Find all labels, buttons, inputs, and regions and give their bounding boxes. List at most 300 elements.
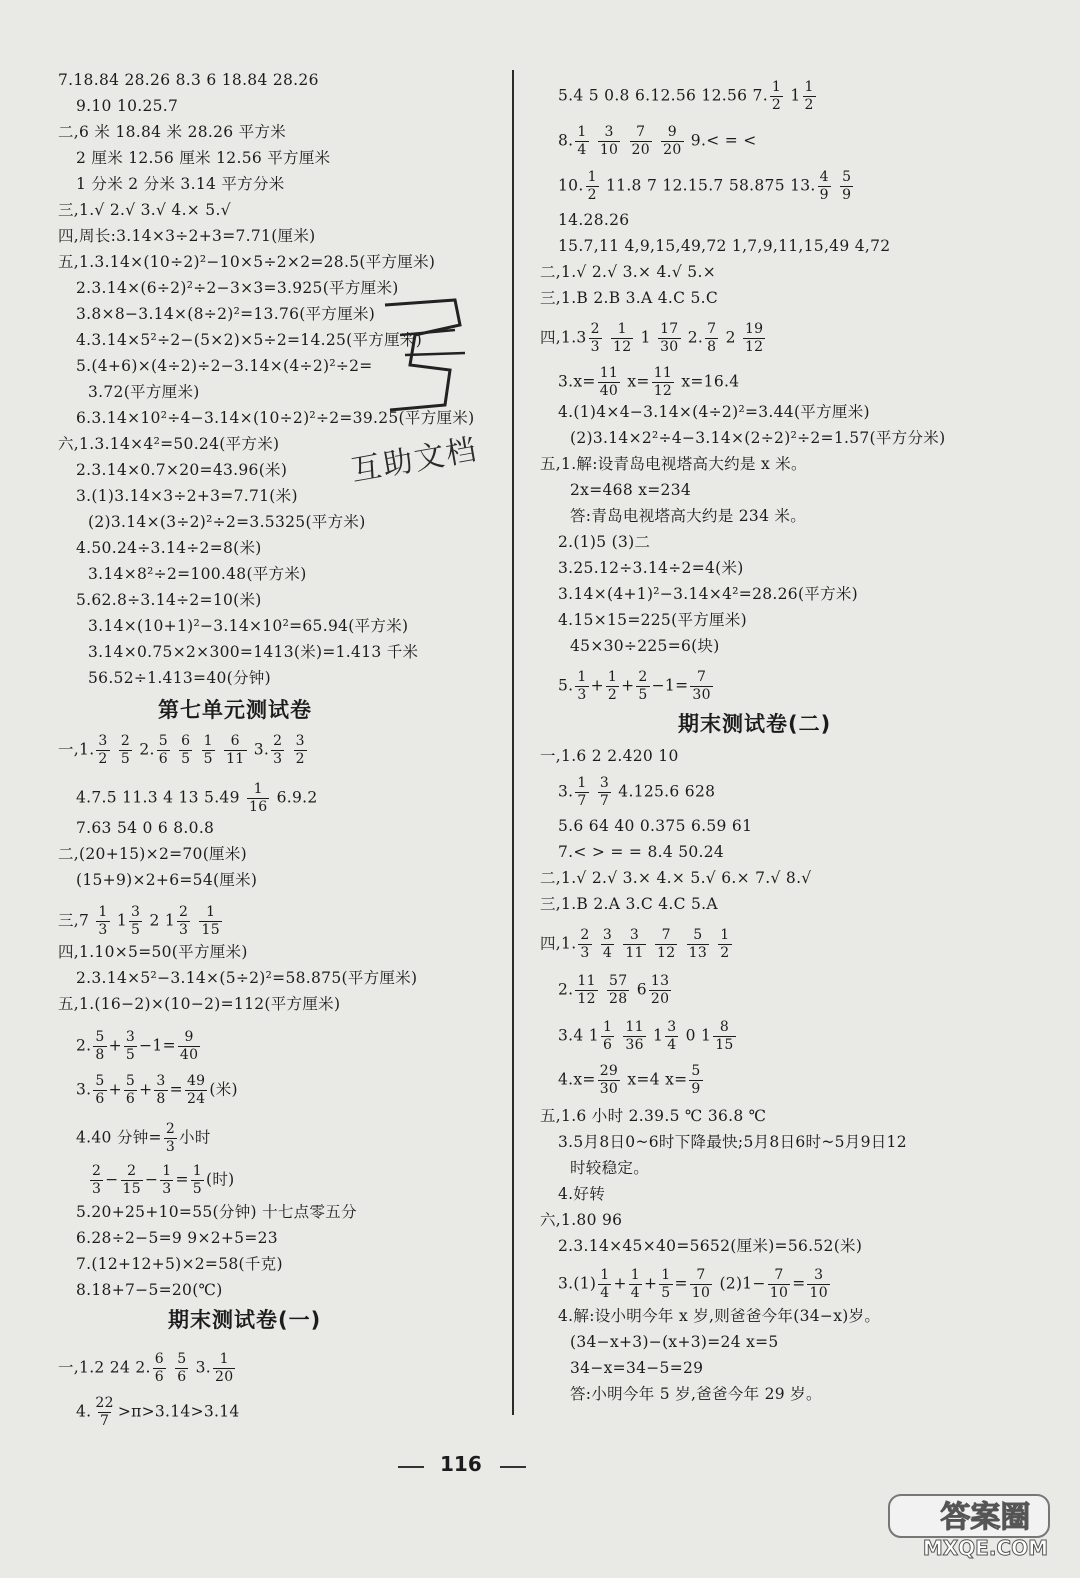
fraction-denominator: 12 bbox=[656, 945, 676, 961]
answer-text: 3.14×0.75×2×300=1413(米)=1.413 千米 bbox=[88, 643, 419, 661]
fraction bbox=[629, 1268, 642, 1301]
answer-line bbox=[570, 636, 720, 656]
fraction-numerator: 2 bbox=[638, 669, 648, 685]
fraction-numerator: 1 bbox=[206, 904, 216, 920]
fraction bbox=[124, 1074, 137, 1107]
answer-text bbox=[616, 1027, 621, 1045]
answer-text: 5.(4+6)×(4÷2)÷2−3.14×(4÷2)²÷2= bbox=[76, 357, 373, 375]
answer-text: 2 厘米 12.56 厘米 12.56 平方厘米 bbox=[76, 149, 331, 167]
answer-line bbox=[76, 590, 262, 610]
answer-line bbox=[88, 616, 408, 636]
fraction bbox=[164, 1122, 177, 1155]
fraction-denominator: 12 bbox=[613, 339, 632, 355]
fraction bbox=[247, 782, 269, 815]
fraction bbox=[124, 1030, 137, 1063]
answer-text: 2. bbox=[76, 1036, 92, 1055]
fraction-numerator: 1 bbox=[577, 124, 587, 140]
fraction bbox=[121, 1164, 143, 1197]
fraction-denominator: 3 bbox=[98, 922, 108, 938]
answer-text: 答:小明今年 5 岁,爸爸今年 29 岁。 bbox=[570, 1385, 822, 1403]
fraction-denominator: 4 bbox=[667, 1037, 677, 1053]
fraction-denominator: 2 bbox=[771, 97, 782, 113]
answer-text: 五,1.6 小时 2.39.5 ℃ 36.8 ℃ bbox=[540, 1107, 767, 1125]
answer-text bbox=[616, 935, 621, 953]
answer-text: −1= bbox=[651, 676, 689, 695]
fraction bbox=[690, 1268, 712, 1301]
answer-line bbox=[76, 1202, 357, 1222]
answer-line bbox=[558, 1020, 738, 1053]
fraction-numerator: 3 bbox=[629, 927, 640, 943]
watermark-logo-text: 答案圈 bbox=[940, 1500, 1031, 1535]
fraction-numerator: 1 bbox=[607, 669, 618, 685]
fraction bbox=[578, 928, 591, 961]
fraction bbox=[623, 928, 645, 961]
answer-text: 5.20+25+10=55(分钟) 十七点零五分 bbox=[76, 1203, 357, 1221]
fraction-denominator: 24 bbox=[186, 1091, 206, 1107]
answer-text: 5.6 64 40 0.375 6.59 61 bbox=[558, 817, 753, 835]
fraction-denominator: 15 bbox=[715, 1037, 734, 1053]
fraction-denominator: 2 bbox=[607, 687, 618, 703]
answer-text bbox=[194, 741, 199, 759]
answer-line bbox=[558, 210, 629, 230]
answer-text bbox=[654, 132, 659, 150]
answer-text: 34−x=34−5=29 bbox=[570, 1359, 704, 1377]
answer-line bbox=[76, 96, 178, 116]
fraction bbox=[119, 734, 132, 767]
answer-text: 3.(1) bbox=[558, 1274, 597, 1293]
answer-text bbox=[594, 935, 599, 953]
answer-text: 5.4 5 0.8 6.12.56 12.56 7. bbox=[558, 86, 768, 105]
answer-text: + bbox=[643, 1274, 658, 1293]
fraction-numerator: 2 bbox=[92, 1163, 102, 1179]
answer-line bbox=[558, 776, 715, 809]
answer-text: 4.好转 bbox=[558, 1185, 605, 1203]
answer-text: 6 bbox=[631, 980, 647, 999]
answer-line bbox=[558, 236, 890, 256]
fraction bbox=[179, 734, 192, 767]
fraction-denominator: 7 bbox=[599, 793, 610, 809]
answer-line bbox=[88, 512, 366, 532]
answer-line bbox=[558, 170, 855, 203]
fraction-denominator: 4 bbox=[630, 1285, 640, 1301]
fraction-numerator: 5 bbox=[842, 169, 852, 185]
answer-line bbox=[540, 454, 807, 474]
answer-text: 四,周长:3.14×3÷2+3=7.71(厘米) bbox=[58, 227, 316, 245]
answer-line bbox=[88, 642, 418, 662]
fraction-numerator: 1 bbox=[253, 781, 263, 797]
answer-text: 8.18+7−5=20(℃) bbox=[76, 1281, 223, 1299]
fraction-numerator: 1 bbox=[98, 904, 108, 920]
answer-line bbox=[76, 1280, 223, 1300]
fraction-denominator: 7 bbox=[99, 1413, 110, 1429]
fraction-numerator: 1 bbox=[602, 1019, 613, 1035]
fraction-denominator: 40 bbox=[599, 383, 619, 399]
fraction-denominator: 16 bbox=[248, 799, 268, 815]
answer-text: 3.25.12÷3.14÷2=4(米) bbox=[558, 559, 744, 577]
fraction-numerator: 1 bbox=[771, 79, 782, 95]
fraction-denominator: 4 bbox=[600, 1285, 610, 1301]
answer-line bbox=[58, 200, 231, 220]
fraction-numerator: 19 bbox=[744, 321, 764, 337]
answer-line bbox=[58, 226, 316, 246]
answer-text: 4. bbox=[76, 1402, 92, 1421]
fraction-denominator: 30 bbox=[599, 1081, 619, 1097]
answer-line bbox=[558, 1064, 705, 1097]
answer-line bbox=[558, 1268, 832, 1301]
fraction-denominator: 15 bbox=[122, 1181, 141, 1197]
fraction-denominator: 3 bbox=[577, 687, 587, 703]
answer-line bbox=[558, 1306, 880, 1326]
answer-text: 4.解:设小明今年 x 岁,则爸爸今年(34−x)岁。 bbox=[558, 1307, 881, 1325]
answer-text: 五,1.(16−2)×(10−2)=112(平方厘米) bbox=[58, 995, 341, 1013]
fraction-denominator: 12 bbox=[744, 339, 764, 355]
answer-text: −1= bbox=[139, 1036, 176, 1055]
fraction-denominator: 6 bbox=[602, 1037, 613, 1053]
fraction bbox=[160, 1164, 173, 1197]
fraction bbox=[598, 1064, 620, 1097]
handwritten-stamp bbox=[355, 295, 480, 420]
fraction-denominator: 8 bbox=[156, 1091, 166, 1107]
answer-line bbox=[76, 782, 318, 815]
fraction-denominator: 3 bbox=[179, 922, 189, 938]
answer-text: 15.7,11 4,9,15,49,72 1,7,9,11,15,49 4,72 bbox=[558, 237, 891, 255]
fraction bbox=[611, 322, 633, 355]
answer-text: 1 bbox=[111, 911, 128, 930]
answer-text: 答:青岛电视塔高大约是 234 米。 bbox=[570, 507, 807, 525]
answer-line bbox=[558, 1132, 907, 1152]
answer-line bbox=[76, 538, 262, 558]
page-number-dash-right bbox=[500, 1466, 526, 1468]
answer-text: − bbox=[144, 1170, 159, 1189]
answer-text: 2 bbox=[720, 328, 741, 347]
fraction-denominator: 4 bbox=[577, 142, 587, 158]
fraction-numerator: 5 bbox=[693, 927, 703, 943]
answer-text: 8. bbox=[558, 131, 574, 150]
answer-line bbox=[58, 70, 319, 90]
fraction-denominator: 9 bbox=[842, 187, 852, 203]
section-heading: 期末测试卷(二) bbox=[678, 712, 832, 736]
fraction-denominator: 6 bbox=[95, 1091, 105, 1107]
answer-text: 7.63 54 0 6 8.0.8 bbox=[76, 819, 215, 837]
fraction-denominator: 5 bbox=[661, 1285, 671, 1301]
answer-text: 三,1.B 2.A 3.C 4.C 5.A bbox=[540, 895, 718, 913]
answer-text: 6.3.14×10²÷4−3.14×(10÷2)²÷2=39.25(平方厘米) bbox=[76, 409, 475, 427]
answer-line bbox=[558, 974, 673, 1007]
fraction-numerator: 9 bbox=[184, 1029, 194, 1045]
fraction-numerator: 7 bbox=[696, 669, 707, 685]
answer-line bbox=[76, 818, 214, 838]
section-heading: 第七单元测试卷 bbox=[158, 698, 312, 722]
answer-text: 3.x= bbox=[558, 372, 596, 391]
answer-text: 3.14×(10+1)²−3.14×10²=65.94(平方米) bbox=[88, 617, 409, 635]
answer-text: − bbox=[105, 1170, 119, 1189]
fraction bbox=[129, 905, 142, 938]
fraction-numerator: 5 bbox=[158, 733, 168, 749]
fraction-denominator: 5 bbox=[120, 751, 131, 767]
fraction-denominator: 3 bbox=[165, 1139, 176, 1155]
answer-line bbox=[76, 1074, 238, 1107]
fraction bbox=[575, 974, 597, 1007]
answer-text: + bbox=[108, 1080, 122, 1099]
answer-text: 六,1.80 96 bbox=[540, 1211, 623, 1229]
answer-text: 4.(1)4×4−3.14×(4÷2)²=3.44(平方厘米) bbox=[558, 403, 870, 421]
answer-text: 二,(20+15)×2=70(厘米) bbox=[58, 845, 248, 863]
fraction-numerator: 1 bbox=[600, 1267, 610, 1283]
fraction-numerator: 2 bbox=[273, 733, 283, 749]
answer-text bbox=[172, 741, 177, 759]
answer-text: (2)3.14×(3÷2)²÷2=3.5325(平方米) bbox=[88, 513, 366, 531]
fraction bbox=[294, 734, 307, 767]
fraction-denominator: 4 bbox=[602, 945, 613, 961]
fraction bbox=[598, 1268, 611, 1301]
answer-text: (34−x+3)−(x+3)=24 x=5 bbox=[570, 1333, 779, 1351]
fraction-numerator: 2 bbox=[580, 927, 590, 943]
answer-text: 五,1.解:设青岛电视塔高大约是 x 米。 bbox=[540, 455, 807, 473]
fraction-numerator: 1 bbox=[617, 321, 627, 337]
fraction bbox=[705, 322, 718, 355]
fraction-denominator: 5 bbox=[181, 751, 191, 767]
fraction-numerator: 9 bbox=[667, 124, 677, 140]
answer-line bbox=[540, 868, 811, 888]
fraction-numerator: 17 bbox=[660, 321, 679, 337]
answer-text bbox=[192, 912, 197, 930]
answer-text: 3.5月8日0~6时下降最快;5月8日6时~5月9日12 bbox=[558, 1133, 907, 1151]
fraction bbox=[154, 1074, 167, 1107]
fraction-denominator: 7 bbox=[577, 793, 587, 809]
answer-text: 1 分米 2 分米 3.14 平方分米 bbox=[76, 175, 285, 193]
answer-text: + bbox=[139, 1080, 153, 1099]
answer-text: >π>3.14̇>3.14 bbox=[117, 1402, 240, 1421]
answer-line bbox=[58, 994, 340, 1014]
fraction-numerator: 1 bbox=[577, 775, 587, 791]
answer-text: 4.50.24÷3.14÷2=8(米) bbox=[76, 539, 262, 557]
answer-line bbox=[58, 844, 247, 864]
answer-line bbox=[88, 668, 271, 688]
answer-text: 3.14×8²÷2=100.48(平方米) bbox=[88, 565, 307, 583]
fraction bbox=[598, 776, 611, 809]
answer-text bbox=[679, 935, 684, 953]
answer-line bbox=[558, 532, 650, 552]
fraction-numerator: 1 bbox=[661, 1267, 671, 1283]
answer-text bbox=[168, 1359, 173, 1377]
answer-text: 9.< = < bbox=[685, 131, 757, 150]
answer-line bbox=[76, 148, 330, 168]
fraction-denominator: 36 bbox=[625, 1037, 644, 1053]
fraction-numerator: 11 bbox=[577, 973, 596, 989]
fraction-numerator: 2 bbox=[127, 1163, 137, 1179]
answer-text: 11.8 7 12.15.7 58.875 13. bbox=[600, 176, 816, 195]
fraction-numerator: 2 bbox=[120, 733, 131, 749]
fraction-denominator: 8 bbox=[707, 339, 717, 355]
fraction-denominator: 6 bbox=[154, 1369, 164, 1385]
answer-text: 3. bbox=[558, 782, 574, 801]
answer-text: 4.x= bbox=[558, 1070, 596, 1089]
answer-text: 二,1.√ 2.√ 3.× 4.√ 5.× bbox=[540, 263, 716, 281]
fraction-numerator: 3 bbox=[667, 1019, 677, 1035]
fraction-denominator: 28 bbox=[609, 991, 628, 1007]
answer-text: = bbox=[674, 1274, 688, 1293]
answer-line bbox=[570, 480, 691, 500]
fraction bbox=[713, 1020, 735, 1053]
fraction bbox=[649, 974, 671, 1007]
answer-line bbox=[76, 174, 285, 194]
answer-line bbox=[76, 278, 399, 298]
fraction bbox=[93, 1074, 106, 1107]
answer-line bbox=[558, 842, 724, 862]
answer-line bbox=[570, 428, 945, 448]
fraction-denominator: 10 bbox=[691, 1285, 711, 1301]
fraction-denominator: 30 bbox=[660, 339, 679, 355]
fraction-numerator: 49 bbox=[186, 1073, 206, 1089]
fraction bbox=[177, 905, 190, 938]
answer-line bbox=[540, 1106, 766, 1126]
fraction-numerator: 1 bbox=[804, 79, 814, 95]
answer-text: 二,1.√ 2.√ 3.× 4.× 5.√ 6.× 7.√ 8.√ bbox=[540, 869, 812, 887]
answer-line bbox=[58, 942, 248, 962]
fraction bbox=[665, 1020, 678, 1053]
fraction-numerator: 7 bbox=[636, 124, 646, 140]
answer-text: 4.40 分钟= bbox=[76, 1128, 162, 1147]
fraction bbox=[840, 170, 853, 203]
answer-line bbox=[558, 670, 715, 703]
answer-line bbox=[558, 1236, 862, 1256]
fraction-numerator: 3 bbox=[604, 124, 614, 140]
answer-text: 六,1.3.14×4²=50.24(平方米) bbox=[58, 435, 280, 453]
answer-line bbox=[540, 322, 767, 355]
answer-text: (时) bbox=[205, 1170, 235, 1189]
fraction-numerator: 1 bbox=[587, 169, 597, 185]
fraction bbox=[652, 366, 674, 399]
fraction-denominator: 5 bbox=[131, 922, 141, 938]
fraction-numerator: 6 bbox=[230, 733, 240, 749]
fraction-numerator: 57 bbox=[609, 973, 628, 989]
fraction-denominator: 3 bbox=[162, 1181, 172, 1197]
answer-text: 7.(12+12+5)×2=58(千克) bbox=[76, 1255, 283, 1273]
page-number-dash-left bbox=[398, 1466, 424, 1468]
answer-line bbox=[540, 746, 679, 766]
answer-text: x=16.4 bbox=[676, 372, 740, 391]
answer-text: 3.72(平方厘米) bbox=[88, 383, 200, 401]
fraction-denominator: 2 bbox=[587, 187, 597, 203]
fraction bbox=[598, 366, 620, 399]
answer-line bbox=[558, 584, 858, 604]
fraction bbox=[96, 905, 109, 938]
stamp-text: 互助文档 bbox=[348, 432, 481, 489]
answer-line bbox=[76, 304, 375, 324]
answer-text: 4.3.14×5²÷2−(5×2)×5÷2=14.25(平方厘米) bbox=[76, 331, 423, 349]
answer-text: 3.4 1 bbox=[558, 1026, 599, 1045]
answer-text: 四,1. bbox=[540, 934, 577, 953]
fraction-numerator: 5 bbox=[125, 1073, 136, 1089]
answer-line bbox=[88, 382, 200, 402]
fraction bbox=[770, 80, 783, 113]
answer-text bbox=[604, 329, 609, 347]
fraction bbox=[575, 776, 588, 809]
answer-line bbox=[558, 610, 747, 630]
answer-line bbox=[558, 402, 870, 422]
answer-text: 2.3.14×0.7×20=43.96(米) bbox=[76, 461, 288, 479]
answer-line bbox=[58, 734, 309, 767]
fraction-numerator: 8 bbox=[719, 1019, 730, 1035]
fraction-numerator: 3 bbox=[131, 904, 141, 920]
answer-text: 2. bbox=[134, 740, 155, 759]
fraction-denominator: 10 bbox=[599, 142, 619, 158]
fraction-numerator: 5 bbox=[95, 1029, 105, 1045]
answer-line bbox=[570, 1332, 779, 1352]
answer-text: (15+9)×2+6=54(厘米) bbox=[76, 871, 258, 889]
fraction-numerator: 2 bbox=[165, 1121, 176, 1137]
fraction-numerator: 3 bbox=[599, 775, 610, 791]
fraction bbox=[623, 1020, 645, 1053]
answer-text: 4.15×15=225(平方厘米) bbox=[558, 611, 747, 629]
fraction-denominator: 6 bbox=[177, 1369, 187, 1385]
answer-text: 1 bbox=[635, 328, 657, 347]
fraction bbox=[175, 1352, 188, 1385]
answer-line bbox=[76, 1030, 202, 1063]
answer-line bbox=[570, 1358, 703, 1378]
fraction-denominator: 20 bbox=[631, 142, 650, 158]
fraction bbox=[606, 670, 619, 703]
answer-text: 3. bbox=[248, 740, 270, 759]
fraction-numerator: 7 bbox=[707, 321, 717, 337]
fraction-denominator: 11 bbox=[226, 751, 245, 767]
answer-text: 4.7.5 11.3 4 13 5.49 bbox=[76, 788, 245, 807]
answer-text: (2)3.14×2²÷4−3.14×(2÷2)²÷2=1.57(平方分米) bbox=[570, 429, 946, 447]
fraction-denominator: 30 bbox=[692, 687, 711, 703]
answer-line bbox=[88, 564, 307, 584]
fraction-numerator: 3 bbox=[156, 1073, 166, 1089]
fraction-denominator: 5 bbox=[203, 751, 213, 767]
answer-text: 2. bbox=[682, 328, 704, 347]
fraction-denominator: 2 bbox=[804, 97, 814, 113]
answer-text: + bbox=[621, 676, 635, 695]
fraction bbox=[768, 1268, 790, 1301]
answer-text: 6.9.2 bbox=[271, 788, 318, 807]
fraction bbox=[818, 170, 831, 203]
fraction bbox=[224, 734, 246, 767]
answer-line bbox=[558, 366, 739, 399]
fraction-numerator: 11 bbox=[599, 365, 619, 381]
answer-text: 2.3.14×5²−3.14×(5÷2)²=58.875(平方厘米) bbox=[76, 969, 418, 987]
answer-text bbox=[600, 981, 605, 999]
answer-text: 2. bbox=[558, 980, 574, 999]
answer-text: 2.3.14×45×40=5652(厘米)=56.52(米) bbox=[558, 1237, 863, 1255]
fraction-numerator: 7 bbox=[661, 927, 671, 943]
fraction-denominator: 9 bbox=[691, 1081, 701, 1097]
fraction bbox=[636, 670, 649, 703]
fraction bbox=[658, 322, 680, 355]
fraction-denominator: 10 bbox=[809, 1285, 828, 1301]
fraction bbox=[601, 1020, 614, 1053]
answer-text: 9.10 10.25.7 bbox=[76, 97, 179, 115]
answer-line bbox=[76, 1254, 283, 1274]
answer-line bbox=[76, 1228, 278, 1248]
fraction bbox=[157, 734, 170, 767]
fraction bbox=[178, 1030, 200, 1063]
answer-text: + bbox=[590, 676, 604, 695]
answer-text: 一,1. bbox=[58, 740, 95, 759]
answer-line bbox=[558, 125, 757, 158]
fraction bbox=[589, 322, 602, 355]
answer-line bbox=[58, 252, 435, 272]
fraction bbox=[271, 734, 284, 767]
answer-text: x= bbox=[622, 372, 650, 391]
answer-line bbox=[76, 486, 298, 506]
answer-text: + bbox=[613, 1274, 627, 1293]
fraction-numerator: 2 bbox=[590, 321, 600, 337]
answer-text bbox=[217, 741, 222, 759]
fraction bbox=[96, 734, 109, 767]
